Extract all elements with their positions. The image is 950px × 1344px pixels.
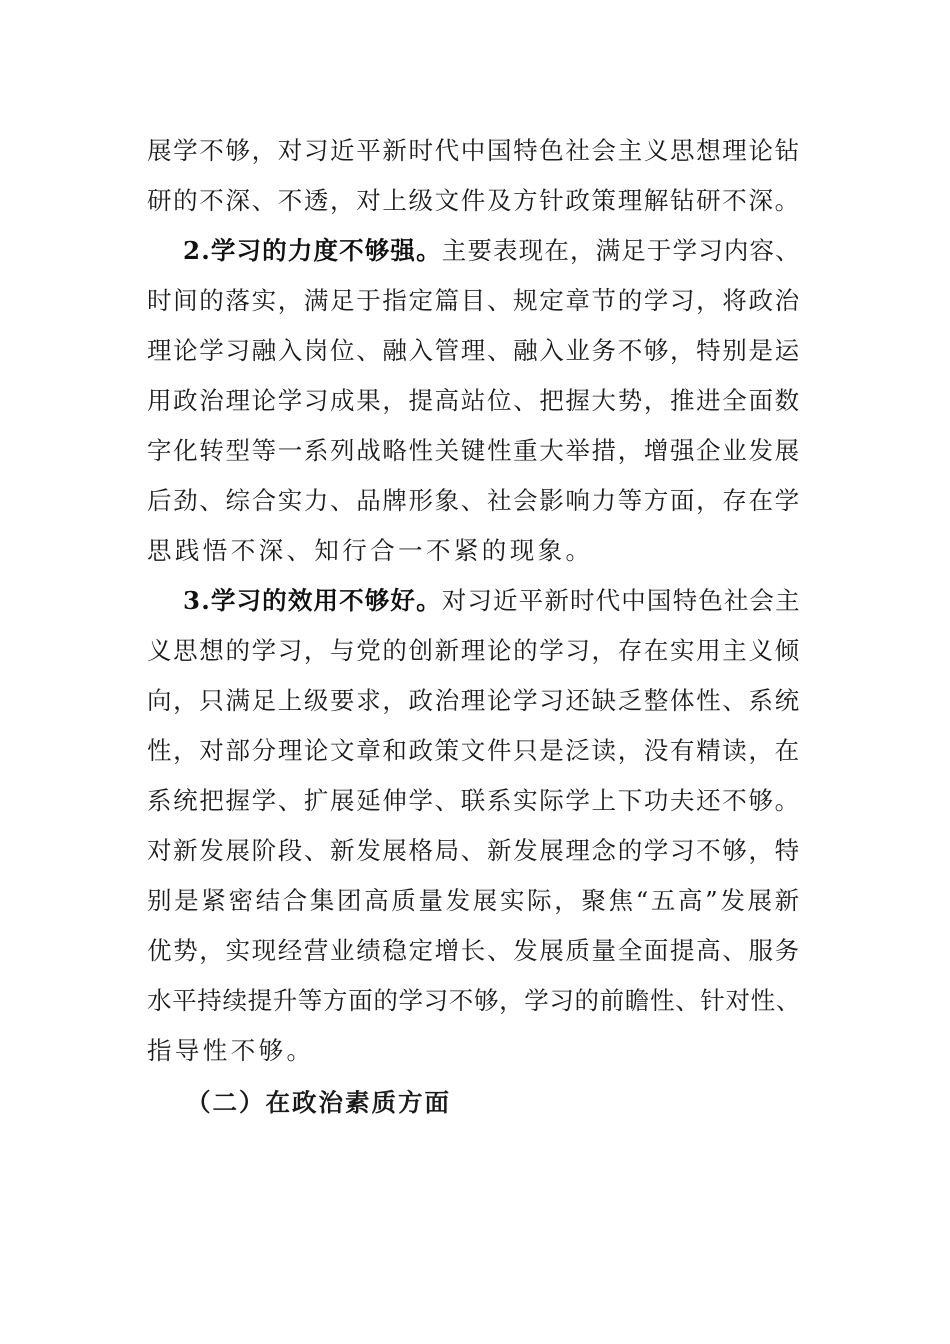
- text-line: 别是紧密结合集团高质量发展实际，聚焦“五高”发展新: [147, 886, 802, 915]
- text-line: 系统把握学、扩展延伸学、联系实际学上下功夫还不够。: [147, 786, 801, 815]
- paragraph-heading-line: 3.学习的效用不够好。对习近平新时代中国特色社会主: [183, 586, 801, 615]
- text-line: 指导性不够。: [147, 1036, 315, 1065]
- text-line: 时间的落实，满足于指定篇目、规定章节的学习，将政治: [147, 286, 801, 315]
- text-line: 用政治理论学习成果，提高站位、把握大势，推进全面数: [147, 386, 801, 415]
- text-line: 字化转型等一系列战略性关键性重大举措，增强企业发展: [147, 436, 801, 465]
- section-heading: （二）在政治素质方面: [186, 1088, 451, 1117]
- text-line: 义思想的学习，与党的创新理论的学习，存在实用主义倾: [147, 636, 801, 665]
- text-line: 水平持续提升等方面的学习不够，学习的前瞻性、针对性、: [147, 986, 801, 1015]
- text-line: 性，对部分理论文章和政策文件只是泛读，没有精读，在: [147, 736, 801, 765]
- text-line: 研的不深、不透，对上级文件及方针政策理解钻研不深。: [147, 186, 801, 215]
- paragraph-heading-bold: 2.学习的力度不够强。: [183, 236, 442, 265]
- text-line: 思践悟不深、知行合一不紧的现象。: [147, 536, 594, 565]
- text-line: 向，只满足上级要求，政治理论学习还缺乏整体性、系统: [147, 686, 801, 715]
- paragraph-heading-line: 2.学习的力度不够强。主要表现在，满足于学习内容、: [183, 236, 801, 265]
- paragraph-heading-bold: 3.学习的效用不够好。: [183, 586, 442, 615]
- text-line: 后劲、综合实力、品牌形象、社会影响力等方面，存在学: [147, 486, 801, 515]
- text-line: 理论学习融入岗位、融入管理、融入业务不够，特别是运: [147, 336, 801, 365]
- text-line: 展学不够，对习近平新时代中国特色社会主义思想理论钻: [147, 136, 801, 165]
- text-line: 对新发展阶段、新发展格局、新发展理念的学习不够，特: [147, 836, 801, 865]
- text-line: 优势，实现经营业绩稳定增长、发展质量全面提高、服务: [147, 936, 801, 965]
